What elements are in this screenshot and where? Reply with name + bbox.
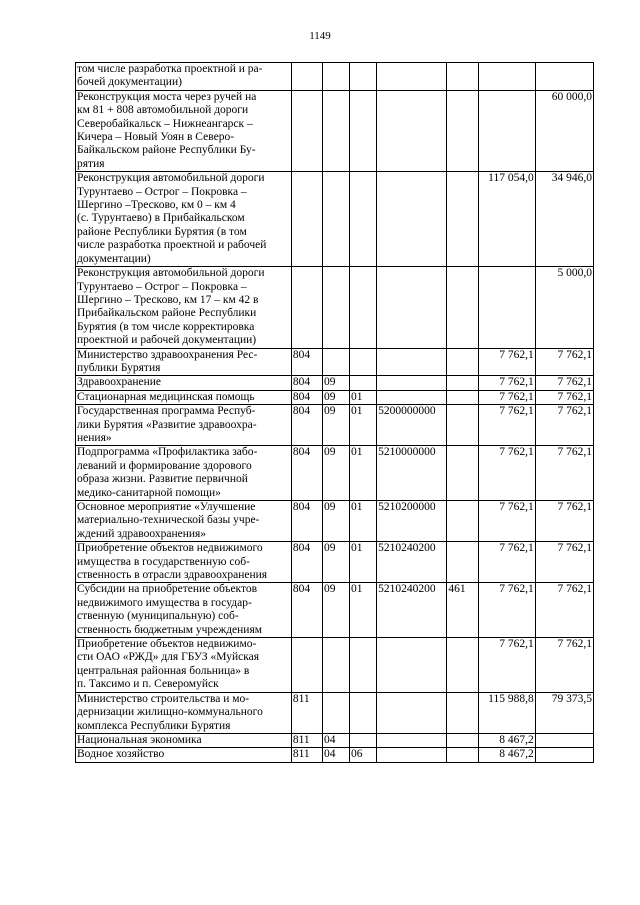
table-row: [76, 748, 594, 762]
cell-amount-1: 8 467,2: [478, 733, 535, 747]
table-row: [76, 446, 594, 501]
cell-admin-code: 811: [291, 748, 322, 762]
cell-section-code: 09: [322, 446, 349, 501]
item-name-line: Турунтаево – Острог – Покровка –: [77, 185, 247, 198]
item-name-line: Прибайкальском районе Республики: [77, 307, 257, 320]
cell-admin-code: 811: [291, 692, 322, 733]
cell-target-article: [377, 638, 447, 693]
item-name-line: Кичера – Новый Уоян в Северо-: [77, 131, 235, 144]
cell-amount-2: 79 373,5: [535, 692, 593, 733]
cell-section-code: [322, 172, 349, 267]
item-name-line: рятия: [77, 157, 105, 170]
item-name-line: публики Бурятия: [77, 361, 161, 374]
cell-subsection-code: [350, 267, 377, 348]
item-name-line: районе Республики Бурятия (в том: [77, 225, 247, 238]
item-name-line: ственность бюджетным учреждениям: [77, 623, 263, 636]
cell-target-article: [377, 733, 447, 747]
item-name-line: Северобайкальск – Нижнеангарск –: [77, 117, 253, 130]
cell-admin-code: [291, 267, 322, 348]
item-name-line: Реконструкция автомобильной дороги: [77, 172, 265, 185]
cell-target-article: [377, 692, 447, 733]
cell-subsection-code: [350, 63, 377, 91]
table-row: [76, 405, 594, 446]
table-row: [76, 390, 594, 404]
cell-target-article: [377, 748, 447, 762]
cell-item-name: [76, 542, 292, 583]
item-name-line: п. Таксимо и п. Северомуйск: [77, 678, 219, 691]
cell-admin-code: 804: [291, 501, 322, 542]
cell-section-code: [322, 267, 349, 348]
item-name-line: леваний и формирование здорового: [77, 459, 252, 472]
table-row: [76, 501, 594, 542]
cell-item-name: [76, 405, 292, 446]
cell-amount-2: [535, 63, 593, 91]
cell-subsection-code: [350, 638, 377, 693]
cell-item-name: [76, 748, 292, 762]
item-name-line: Подпрограмма «Профилактика забо-: [77, 446, 258, 459]
table-row: [76, 90, 594, 171]
table-row: [76, 542, 594, 583]
table-row: [76, 583, 594, 638]
item-name-line: Бурятия (в том числе корректировка: [77, 320, 255, 333]
cell-expense-type: [447, 692, 478, 733]
item-name-line: образа жизни. Развитие первичной: [77, 473, 248, 486]
cell-amount-1: 7 762,1: [478, 638, 535, 693]
cell-section-code: 04: [322, 733, 349, 747]
cell-amount-1: 115 988,8: [478, 692, 535, 733]
cell-section-code: 04: [322, 748, 349, 762]
item-name-line: Государственная программа Респуб-: [77, 405, 256, 418]
cell-subsection-code: [350, 172, 377, 267]
cell-section-code: [322, 63, 349, 91]
cell-item-name: [76, 733, 292, 747]
cell-subsection-code: 01: [350, 446, 377, 501]
item-name-line: Приобретение объектов недвижимого: [77, 542, 263, 555]
item-name-line: Субсидии на приобретение объектов: [77, 583, 258, 596]
cell-target-article: 5200000000: [377, 405, 447, 446]
cell-expense-type: [447, 748, 478, 762]
cell-amount-1: 8 467,2: [478, 748, 535, 762]
item-name-line: Шергино –Тресково, км 0 – км 4: [77, 199, 236, 212]
cell-item-name: [76, 348, 292, 376]
cell-target-article: [377, 267, 447, 348]
table-row: [76, 638, 594, 693]
cell-subsection-code: [350, 376, 377, 390]
item-name-line: (с. Турунтаево) в Прибайкальском: [77, 212, 245, 225]
cell-amount-2: 7 762,1: [535, 542, 593, 583]
cell-amount-1: 7 762,1: [478, 542, 535, 583]
item-name-line: Министерство здравоохранения Рес-: [77, 348, 258, 361]
cell-expense-type: [447, 348, 478, 376]
cell-item-name: [76, 638, 292, 693]
cell-section-code: 09: [322, 501, 349, 542]
item-name-line: Байкальском районе Республики Бу-: [77, 144, 256, 157]
cell-subsection-code: [350, 733, 377, 747]
cell-subsection-code: 01: [350, 542, 377, 583]
item-name-line: документации): [77, 252, 151, 265]
item-name-line: комплекса Республики Бурятия: [77, 719, 231, 732]
cell-admin-code: 804: [291, 583, 322, 638]
item-name-line: центральная районная больница» в: [77, 664, 250, 677]
cell-target-article: 5210000000: [377, 446, 447, 501]
cell-expense-type: [447, 542, 478, 583]
item-name-line: ственность в отрасли здравоохранения: [77, 569, 268, 582]
cell-target-article: [377, 172, 447, 267]
item-name-line: ственную (муниципальную) соб-: [77, 610, 239, 623]
cell-amount-2: 7 762,1: [535, 376, 593, 390]
cell-subsection-code: [350, 348, 377, 376]
cell-target-article: 5210240200: [377, 542, 447, 583]
cell-expense-type: [447, 638, 478, 693]
page-number: 1149: [309, 30, 331, 42]
cell-section-code: 09: [322, 583, 349, 638]
cell-subsection-code: 01: [350, 501, 377, 542]
item-name-line: Приобретение объектов недвижимо-: [77, 638, 257, 651]
item-name-line: Основное мероприятие «Улучшение: [77, 501, 256, 513]
item-name-line: том числе разработка проектной и ра-: [77, 63, 263, 75]
cell-amount-1: 7 762,1: [478, 390, 535, 404]
cell-amount-2: [535, 733, 593, 747]
cell-section-code: [322, 90, 349, 171]
cell-expense-type: [447, 405, 478, 446]
cell-amount-2: 7 762,1: [535, 583, 593, 638]
cell-amount-1: 7 762,1: [478, 501, 535, 542]
item-name-line: недвижимого имущества в государ-: [77, 596, 252, 609]
table-row: [76, 172, 594, 267]
cell-admin-code: 804: [291, 390, 322, 404]
table-row: [76, 376, 594, 390]
cell-item-name: [76, 267, 292, 348]
cell-subsection-code: 01: [350, 390, 377, 404]
cell-amount-2: 7 762,1: [535, 501, 593, 542]
cell-subsection-code: [350, 90, 377, 171]
cell-item-name: [76, 172, 292, 267]
cell-admin-code: 804: [291, 376, 322, 390]
item-name-line: Шергино – Тресково, км 17 – км 42 в: [77, 293, 259, 306]
cell-section-code: [322, 692, 349, 733]
table-row: [76, 692, 594, 733]
item-name-line: км 81 + 808 автомобильной дороги: [77, 104, 249, 117]
cell-item-name: [76, 501, 292, 542]
cell-expense-type: [447, 446, 478, 501]
item-name-line: числе разработка проектной и рабочей: [77, 239, 267, 252]
cell-item-name: [76, 376, 292, 390]
cell-admin-code: 804: [291, 405, 322, 446]
cell-target-article: [377, 390, 447, 404]
item-name-line: сти ОАО «РЖД» для ГБУЗ «Муйская: [77, 651, 260, 664]
cell-expense-type: [447, 172, 478, 267]
cell-item-name: [76, 692, 292, 733]
cell-target-article: 5210200000: [377, 501, 447, 542]
cell-admin-code: 804: [291, 542, 322, 583]
cell-item-name: [76, 446, 292, 501]
cell-amount-1: 7 762,1: [478, 583, 535, 638]
cell-section-code: [322, 348, 349, 376]
cell-expense-type: [447, 501, 478, 542]
cell-amount-2: 60 000,0: [535, 90, 593, 171]
item-name-line: Стационарная медицинская помощь: [77, 390, 255, 403]
cell-amount-1: 7 762,1: [478, 405, 535, 446]
cell-amount-2: 7 762,1: [535, 405, 593, 446]
item-name-line: Водное хозяйство: [77, 748, 165, 761]
cell-subsection-code: [350, 692, 377, 733]
cell-expense-type: [447, 63, 478, 91]
cell-amount-1: 117 054,0: [478, 172, 535, 267]
table-row: [76, 63, 594, 91]
cell-amount-2: 5 000,0: [535, 267, 593, 348]
cell-admin-code: [291, 172, 322, 267]
cell-admin-code: 804: [291, 348, 322, 376]
item-name-line: Здравоохранение: [77, 376, 162, 389]
cell-expense-type: [447, 376, 478, 390]
cell-expense-type: 461: [447, 583, 478, 638]
item-name-line: бочей документации): [77, 76, 182, 89]
item-name-line: имущества в государственную соб-: [77, 555, 250, 568]
cell-amount-2: 7 762,1: [535, 390, 593, 404]
cell-admin-code: [291, 90, 322, 171]
cell-amount-2: 7 762,1: [535, 446, 593, 501]
cell-section-code: 09: [322, 405, 349, 446]
item-name-line: материально-технической базы учре-: [77, 514, 260, 527]
cell-section-code: 09: [322, 542, 349, 583]
cell-item-name: [76, 63, 292, 91]
cell-amount-1: [478, 90, 535, 171]
cell-target-article: [377, 63, 447, 91]
item-name-line: ждений здравоохранения»: [77, 527, 207, 540]
cell-amount-2: 7 762,1: [535, 348, 593, 376]
cell-admin-code: [291, 638, 322, 693]
cell-section-code: [322, 638, 349, 693]
item-name-line: нения»: [77, 431, 112, 444]
cell-target-article: [377, 90, 447, 171]
cell-amount-1: 7 762,1: [478, 376, 535, 390]
cell-target-article: 5210240200: [377, 583, 447, 638]
cell-target-article: [377, 348, 447, 376]
item-name-line: Национальная экономика: [77, 733, 202, 746]
cell-admin-code: 804: [291, 446, 322, 501]
cell-amount-2: 34 946,0: [535, 172, 593, 267]
item-name-line: Реконструкция автомобильной дороги: [77, 267, 265, 280]
cell-amount-1: [478, 267, 535, 348]
cell-amount-2: [535, 748, 593, 762]
cell-section-code: 09: [322, 376, 349, 390]
item-name-line: Турунтаево – Острог – Покровка –: [77, 280, 247, 293]
budget-table: [75, 62, 594, 763]
cell-amount-1: 7 762,1: [478, 348, 535, 376]
table-row: [76, 348, 594, 376]
cell-item-name: [76, 90, 292, 171]
cell-admin-code: [291, 63, 322, 91]
cell-expense-type: [447, 267, 478, 348]
item-name-line: Министерство строительства и мо-: [77, 692, 250, 705]
item-name-line: Реконструкция моста через ручей на: [77, 90, 257, 103]
cell-target-article: [377, 376, 447, 390]
cell-item-name: [76, 583, 292, 638]
item-name-line: лики Бурятия «Развитие здравоохра-: [77, 418, 257, 431]
cell-amount-1: [478, 63, 535, 91]
item-name-line: дернизации жилищно-коммунального: [77, 706, 263, 719]
cell-amount-1: 7 762,1: [478, 446, 535, 501]
cell-expense-type: [447, 733, 478, 747]
item-name-line: проектной и рабочей документации): [77, 334, 257, 347]
table-row: [76, 733, 594, 747]
cell-subsection-code: 01: [350, 405, 377, 446]
item-name-line: медико-санитарной помощи»: [77, 486, 221, 499]
cell-amount-2: 7 762,1: [535, 638, 593, 693]
cell-section-code: 09: [322, 390, 349, 404]
cell-subsection-code: 06: [350, 748, 377, 762]
cell-subsection-code: 01: [350, 583, 377, 638]
cell-item-name: [76, 390, 292, 404]
cell-expense-type: [447, 90, 478, 171]
table-row: [76, 267, 594, 348]
cell-expense-type: [447, 390, 478, 404]
cell-admin-code: 811: [291, 733, 322, 747]
